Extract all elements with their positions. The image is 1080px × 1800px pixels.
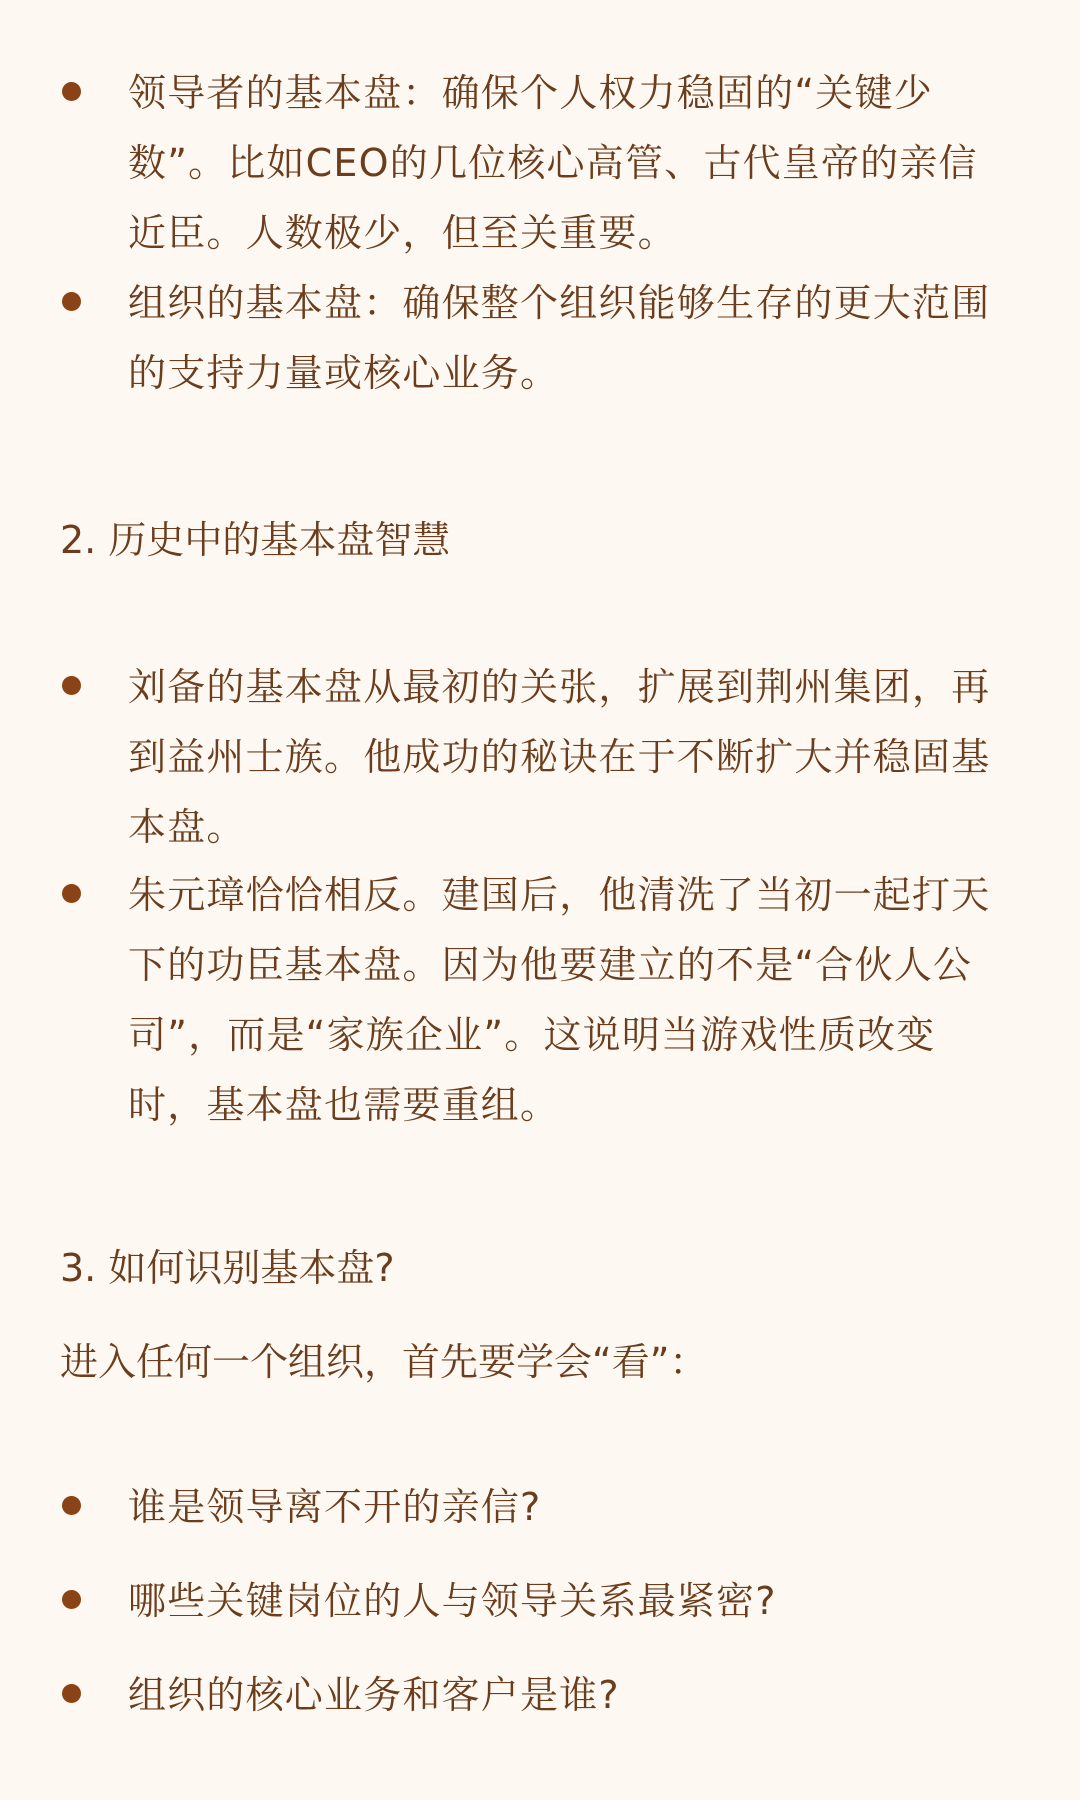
list-item-text: 组织的核心业务和客户是谁? <box>128 1673 620 1717</box>
section-heading: 3. 如何识别基本盘? <box>60 1246 395 1290</box>
bullet-dot <box>62 292 81 311</box>
section-heading: 2. 历史中的基本盘智慧 <box>60 518 451 562</box>
list-item-text: 领导者的基本盘：确保个人权力稳固的“关键少 数”。比如CEO的几位核心高管、古代皇帝的亲信 近臣。人数极少，但至关重要。 <box>128 71 978 255</box>
bullet-dot <box>62 1496 81 1515</box>
bullet-dot <box>62 1684 81 1703</box>
list-item-text: 谁是领导离不开的亲信? <box>128 1485 542 1529</box>
list-item-text: 组织的基本盘：确保整个组织能够生存的更大范围 的支持力量或核心业务。 <box>128 281 991 395</box>
list-item-text: 朱元璋恰恰相反。建国后，他清洗了当初一起打天 下的功臣基本盘。因为他要建立的不是“合伙人公 司”，而是“家族企业”。这说明当游戏性质改变 时，基本盘也需要重组。 <box>128 873 991 1127</box>
intro-paragraph: 进入任何一个组织，首先要学会“看”： <box>60 1340 708 1384</box>
list-item-text: 哪些关键岗位的人与领导关系最紧密? <box>128 1579 777 1623</box>
bullet-dot <box>62 884 81 903</box>
bullet-dot <box>62 1590 81 1609</box>
list-item-text: 刘备的基本盘从最初的关张，扩展到荆州集团，再 到益州士族。他成功的秘诀在于不断扩大并稳固基 本盘。 <box>128 665 991 849</box>
bullet-dot <box>62 82 81 101</box>
bullet-dot <box>62 676 81 695</box>
